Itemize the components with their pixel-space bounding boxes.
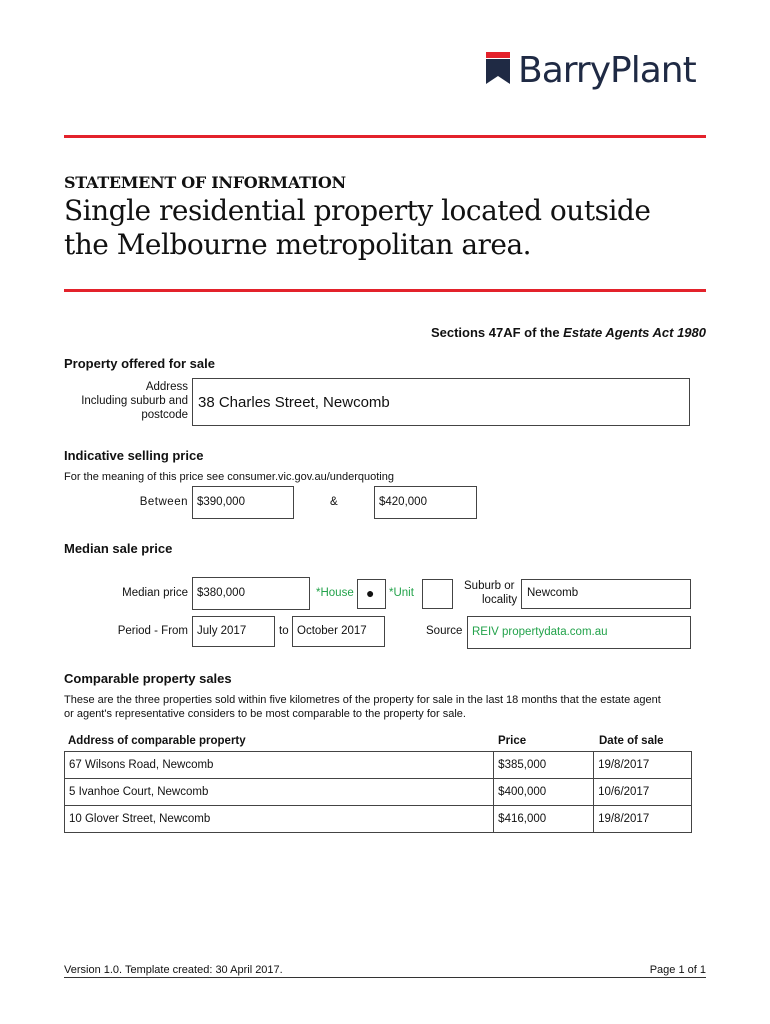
sections-reference [431, 325, 706, 340]
comparable-price-cell[interactable]: $385,000 [494, 752, 594, 779]
comparable-date-cell[interactable]: 19/8/2017 [594, 806, 692, 833]
price-low-field[interactable] [192, 486, 294, 519]
suburb-value: Newcomb [527, 587, 579, 599]
unit-checkbox[interactable] [422, 579, 453, 609]
indicative-heading: Indicative selling price [64, 448, 204, 463]
document-title-line-1: Single residential property located outside [64, 194, 651, 227]
address-label-2: Including suburb and [81, 395, 188, 407]
document-kicker: STATEMENT OF INFORMATION [64, 173, 346, 192]
period-to-field[interactable] [292, 616, 385, 647]
comparable-address-cell[interactable]: 5 Ivanhoe Court, Newcomb [65, 779, 494, 806]
bottom-red-rule [64, 289, 706, 292]
house-selected-dot: ● [366, 585, 375, 601]
period-from-value: July 2017 [197, 625, 247, 637]
address-label-3: postcode [141, 409, 188, 421]
column-header-price: Price [498, 735, 527, 747]
property-heading: Property offered for sale [64, 356, 215, 371]
median-price-field[interactable] [192, 577, 310, 610]
comparable-date-cell[interactable]: 10/6/2017 [594, 779, 692, 806]
suburb-label-2: locality [482, 594, 518, 606]
comparable-date-cell[interactable]: 19/8/2017 [594, 752, 692, 779]
brand-logo [486, 50, 706, 100]
house-checkbox[interactable] [357, 579, 386, 609]
table-row [65, 752, 692, 779]
period-from-label: Period - From [117, 625, 188, 637]
table-row [65, 806, 692, 833]
to-label: to [279, 625, 289, 637]
sections-prefix: Sections 47AF of the [430, 325, 564, 340]
price-high-field[interactable] [374, 486, 477, 519]
column-header-date: Date of sale [599, 735, 664, 747]
comparable-price-cell[interactable]: $416,000 [494, 806, 594, 833]
brand-flag-icon [486, 52, 512, 86]
median-heading: Median sale price [64, 541, 173, 556]
comparable-description-2: or agent's representative considers to be most comparable to the property for sale. [64, 708, 466, 720]
table-row [65, 779, 692, 806]
address-value: 38 Charles Street, Newcomb [198, 394, 390, 411]
unit-label: *Unit [389, 587, 414, 599]
comparable-address-cell[interactable]: 67 Wilsons Road, Newcomb [65, 752, 494, 779]
top-red-rule [64, 135, 706, 138]
address-label-1: Address [145, 381, 188, 393]
document-title-line-2: the Melbourne metropolitan area. [64, 228, 532, 261]
median-price-label: Median price [122, 587, 188, 599]
comparable-price-cell[interactable]: $400,000 [494, 779, 594, 806]
source-field[interactable] [467, 616, 691, 649]
and-label: & [330, 496, 338, 508]
period-from-field[interactable] [192, 616, 275, 647]
source-label: Source [426, 625, 463, 637]
indicative-note: For the meaning of this price see consumer.vic.gov.au/underquoting [64, 471, 394, 483]
price-high-value: $420,000 [379, 496, 427, 508]
comparable-address-cell[interactable]: 10 Glover Street, Newcomb [65, 806, 494, 833]
suburb-label-1: Suburb or [464, 580, 515, 592]
brand-name: BarryPlant [518, 50, 696, 91]
column-header-address: Address of comparable property [68, 735, 246, 747]
period-to-value: October 2017 [297, 625, 367, 637]
between-label: Between [139, 496, 188, 508]
comparable-heading: Comparable property sales [64, 671, 232, 686]
suburb-field[interactable] [521, 579, 691, 609]
act-name: Estate Agents Act 1980 [563, 325, 706, 340]
price-low-value: $390,000 [197, 496, 245, 508]
median-price-value: $380,000 [197, 587, 245, 599]
comparable-description-1: These are the three properties sold within five kilometres of the property for sale in the last 18 months that the estate agent [64, 694, 661, 706]
source-value: REIV propertydata.com.au [472, 626, 608, 638]
address-field[interactable] [192, 378, 690, 426]
footer-page-number: Page 1 of 1 [649, 964, 706, 976]
comparable-sales-table [64, 751, 692, 833]
house-label: *House [316, 587, 354, 599]
footer-rule [64, 977, 706, 978]
footer-version: Version 1.0. Template created: 30 April 2017. [64, 964, 283, 976]
